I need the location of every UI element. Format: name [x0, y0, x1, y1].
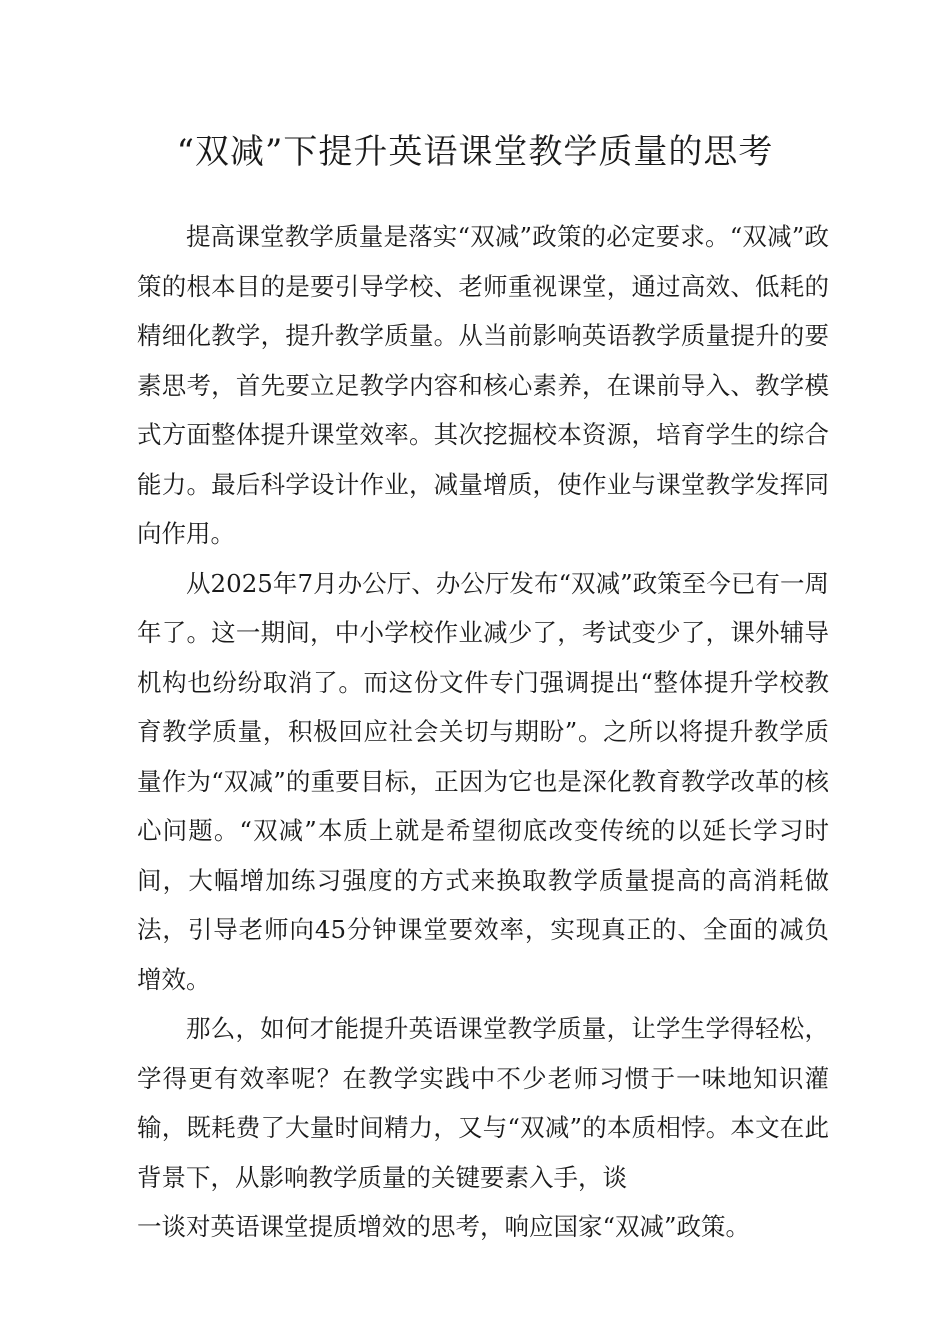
- paragraph-2: 从2025年7月办公厅、办公厅发布“双减”政策至今已有一周年了。这一期间，中小学校作业减少了，考试变少了，课外辅导机构也纷纷取消了。而这份文件专门强调提出“整体提升学校教育教学质量，积极回应社会关切与期盼”。之所以将提升教学质量作为“双减”的重要目标，正因为它也是深化教育教学改革的核心问题。“双减”本质上就是希望彻底改变传统的以延长学习时间，大幅增加练习强度的方式来换取教学质量提高的高消耗做法，引导老师向45分钟课堂要效率，实现真正的、全面的减负增效。: [137, 568, 829, 994]
- document-body: [137, 212, 829, 1252]
- paragraph-3: 那么，如何才能提升英语课堂教学质量，让学生学得轻松，学得更有效率呢？在教学实践中不少老师习惯于一味地知识灌输，既耗费了大量时间精力，又与“双减”的本质相悖。本文在此背景下，从影响教学质量的关键要素入手，谈: [137, 1014, 829, 1192]
- paragraph-1: 提高课堂教学质量是落实“双减”政策的必定要求。“双减”政策的根本目的是要引导学校、老师重视课堂，通过高效、低耗的精细化教学，提升教学质量。从当前影响英语教学质量提升的要素思考，首先要立足教学内容和核心素养，在课前导入、教学模式方面整体提升课堂效率。其次挖掘校本资源，培育学生的综合能力。最后科学设计作业，减量增质，使作业与课堂教学发挥同向作用。: [137, 222, 829, 548]
- document-title: “双减”下提升英语课堂教学质量的思考: [176, 132, 774, 172]
- paragraph-3-continuation: 一谈对英语课堂提质增效的思考，响应国家“双减”政策。: [137, 1212, 751, 1241]
